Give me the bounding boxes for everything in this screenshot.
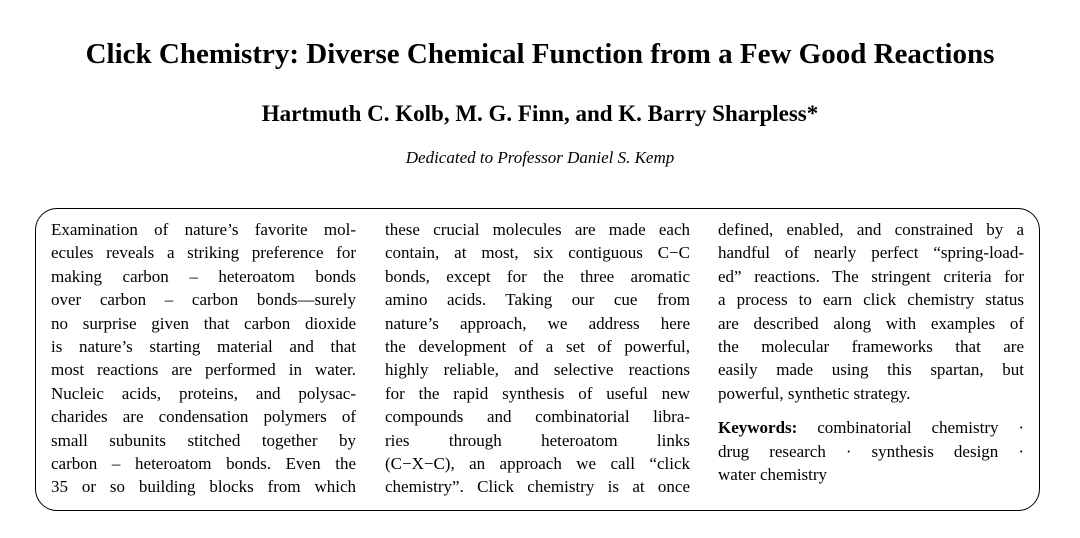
- abstract-line: contain, at most, six contiguous C−C: [385, 243, 690, 263]
- abstract-line: these crucial molecules are made each: [385, 220, 690, 239]
- abstract-line: the molecular frameworks that are: [718, 336, 1024, 356]
- paper-title: Click Chemistry: Diverse Chemical Function from a Few Good Reactions: [85, 38, 995, 70]
- abstract-line: 35 or so building blocks from which: [51, 477, 356, 497]
- abstract-line: ed” reactions. The stringent criteria for: [718, 266, 1024, 286]
- abstract-line: Examination of nature’s favorite mol-: [51, 220, 356, 239]
- abstract-line: defined, enabled, and constrained by a: [718, 220, 1024, 239]
- abstract-line: are described along with examples of: [718, 313, 1024, 333]
- abstract-line: compounds and combinatorial libra-: [385, 407, 690, 427]
- abstract-line: handful of nearly perfect “spring-load-: [718, 243, 1024, 263]
- abstract-line: making carbon – heteroatom bonds: [51, 266, 356, 286]
- abstract-line: chemistry”. Click chemistry is at once: [385, 477, 690, 497]
- abstract-line: most reactions are performed in water.: [51, 360, 356, 380]
- abstract-column-1: [51, 218, 356, 499]
- abstract-column-3: [718, 218, 1024, 486]
- abstract-line: highly reliable, and selective reactions: [385, 360, 690, 380]
- abstract-line: ries through heteroatom links: [385, 430, 690, 450]
- keywords-line: [718, 416, 1024, 439]
- abstract-line: Nucleic acids, proteins, and polysac-: [51, 383, 356, 403]
- abstract-line: bonds, except for the three aromatic: [385, 266, 690, 286]
- abstract-line: easily made using this spartan, but: [718, 360, 1024, 380]
- author-list: Hartmuth C. Kolb, M. G. Finn, and K. Barry Sharpless*: [261, 101, 819, 126]
- abstract-line: nature’s approach, we address here: [385, 313, 690, 333]
- keywords-label: Keywords:: [718, 418, 798, 438]
- abstract-line: charides are condensation polymers of: [51, 407, 356, 427]
- abstract-line: for the rapid synthesis of useful new: [385, 383, 690, 403]
- keywords-text: combinatorial chemistry ·: [817, 418, 1024, 438]
- abstract-line: small subunits stitched together by: [51, 430, 356, 450]
- abstract-column-2: [385, 218, 690, 499]
- abstract-line: (C−X−C), an approach we call “click: [385, 453, 690, 473]
- dedication: Dedicated to Professor Daniel S. Kemp: [405, 148, 675, 167]
- abstract-line: ecules reveals a striking preference for: [51, 243, 356, 263]
- abstract-line: amino acids. Taking our cue from: [385, 290, 690, 310]
- keywords-line: drug research · synthesis design ·: [718, 441, 1024, 461]
- abstract-line: over carbon – carbon bonds—surely: [51, 290, 356, 310]
- abstract-line: no surprise given that carbon dioxide: [51, 313, 356, 333]
- keywords-line: water chemistry: [718, 464, 828, 484]
- abstract-line: powerful, synthetic strategy.: [718, 383, 911, 403]
- abstract-line: is nature’s starting material and that: [51, 336, 356, 356]
- abstract-line: a process to earn click chemistry status: [718, 290, 1024, 310]
- abstract-line: carbon – heteroatom bonds. Even the: [51, 453, 356, 473]
- abstract-line: the development of a set of powerful,: [385, 336, 690, 356]
